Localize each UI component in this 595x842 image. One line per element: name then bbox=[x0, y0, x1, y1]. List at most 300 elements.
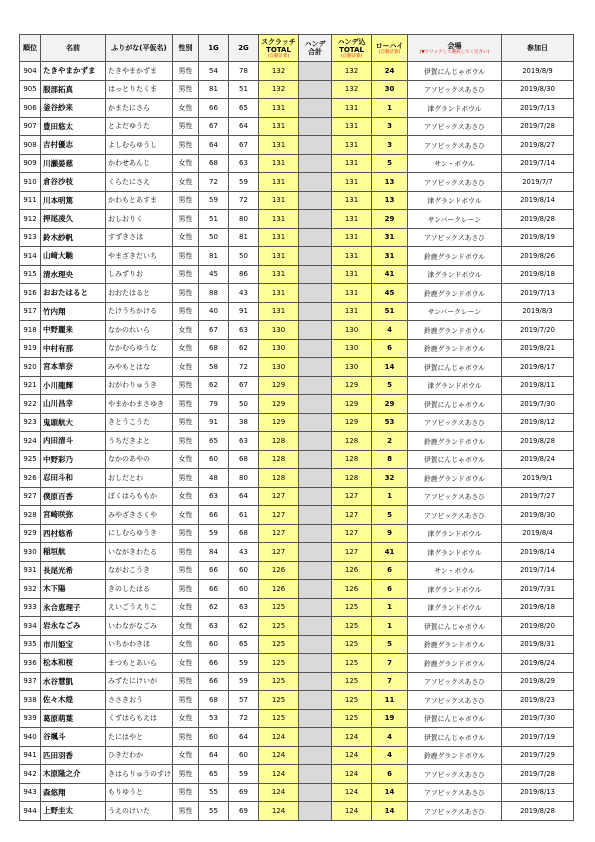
header-lowhigh-note: (自動計算) bbox=[378, 49, 401, 55]
header-venue-note: (▼クリックして選択してください) bbox=[419, 49, 490, 55]
lowhigh-cell: 13 bbox=[372, 191, 408, 210]
handicap-cell bbox=[299, 80, 332, 99]
game2-score-cell: 59 bbox=[229, 654, 259, 673]
gender-cell: 男性 bbox=[173, 247, 199, 266]
lowhigh-cell: 1 bbox=[372, 99, 408, 118]
header-rank: 順位 bbox=[20, 35, 41, 62]
table-row bbox=[20, 265, 574, 284]
venue-select-cell[interactable]: アソビックスあさひ bbox=[408, 413, 502, 432]
date-cell: 2019/8/30 bbox=[502, 506, 574, 525]
name-cell: 吉村優志 bbox=[41, 136, 106, 155]
game2-score-cell: 43 bbox=[229, 284, 259, 303]
rank-cell: 905 bbox=[20, 80, 41, 99]
scratch-total-cell: 128 bbox=[259, 450, 299, 469]
name-cell: 稲垣航 bbox=[41, 543, 106, 562]
table-row bbox=[20, 376, 574, 395]
handicap-cell bbox=[299, 728, 332, 747]
table-row bbox=[20, 691, 574, 710]
rank-cell: 915 bbox=[20, 265, 41, 284]
table-row bbox=[20, 580, 574, 599]
venue-select-cell[interactable]: 津グランドボウル bbox=[408, 524, 502, 543]
scratch-total-cell: 124 bbox=[259, 802, 299, 821]
table-row bbox=[20, 672, 574, 691]
game2-score-cell: 60 bbox=[229, 746, 259, 765]
rank-cell: 924 bbox=[20, 432, 41, 451]
header-name: 名前 bbox=[41, 35, 106, 62]
date-cell: 2019/8/31 bbox=[502, 635, 574, 654]
scratch-total-cell: 124 bbox=[259, 765, 299, 784]
venue-select-cell[interactable]: サンバークレーン bbox=[408, 302, 502, 321]
handicap-total-cell: 130 bbox=[332, 358, 372, 377]
date-cell: 2019/7/30 bbox=[502, 709, 574, 728]
venue-select-cell[interactable]: 伊賀にんじゃボウル bbox=[408, 358, 502, 377]
handicap-total-cell: 124 bbox=[332, 783, 372, 802]
game2-score-cell: 69 bbox=[229, 802, 259, 821]
scratch-total-cell: 129 bbox=[259, 395, 299, 414]
date-cell: 2019/8/20 bbox=[502, 617, 574, 636]
venue-select-cell[interactable]: アソビックスあさひ bbox=[408, 136, 502, 155]
game1-score-cell: 59 bbox=[199, 524, 229, 543]
rank-cell: 943 bbox=[20, 783, 41, 802]
name-cell: 鈴木紗帆 bbox=[41, 228, 106, 247]
handicap-total-cell: 125 bbox=[332, 635, 372, 654]
gender-cell: 男性 bbox=[173, 284, 199, 303]
name-cell: 川本明篤 bbox=[41, 191, 106, 210]
lowhigh-cell: 6 bbox=[372, 765, 408, 784]
handicap-total-cell: 132 bbox=[332, 80, 372, 99]
game1-score-cell: 67 bbox=[199, 321, 229, 340]
kana-cell: かまたにさら bbox=[106, 99, 173, 118]
table-row bbox=[20, 765, 574, 784]
game1-score-cell: 58 bbox=[199, 358, 229, 377]
handicap-cell bbox=[299, 450, 332, 469]
venue-select-cell[interactable]: 伊賀にんじゃボウル bbox=[408, 709, 502, 728]
gender-cell: 男性 bbox=[173, 376, 199, 395]
kana-cell: きはらりゅうのすけ bbox=[106, 765, 173, 784]
scratch-total-cell: 131 bbox=[259, 173, 299, 192]
venue-select-cell[interactable]: 津グランドボウル bbox=[408, 265, 502, 284]
scratch-total-cell: 124 bbox=[259, 728, 299, 747]
date-cell: 2019/8/14 bbox=[502, 191, 574, 210]
rank-cell: 920 bbox=[20, 358, 41, 377]
scratch-total-cell: 125 bbox=[259, 654, 299, 673]
name-cell: 西村悠希 bbox=[41, 524, 106, 543]
venue-select-cell[interactable]: サン・ボウル bbox=[408, 561, 502, 580]
date-cell: 2019/8/28 bbox=[502, 802, 574, 821]
header-game1: 1G bbox=[199, 35, 229, 62]
gender-cell: 男性 bbox=[173, 469, 199, 488]
handicap-cell bbox=[299, 265, 332, 284]
game2-score-cell: 60 bbox=[229, 561, 259, 580]
rank-cell: 911 bbox=[20, 191, 41, 210]
header-handicap-total bbox=[332, 35, 372, 62]
scratch-total-cell: 132 bbox=[259, 62, 299, 81]
scratch-total-cell: 128 bbox=[259, 432, 299, 451]
kana-cell: やまかわまさゆき bbox=[106, 395, 173, 414]
venue-select-cell[interactable]: アソビックスあさひ bbox=[408, 802, 502, 821]
name-cell: 川瀬晏慈 bbox=[41, 154, 106, 173]
kana-cell: おおたはると bbox=[106, 284, 173, 303]
scratch-total-cell: 131 bbox=[259, 154, 299, 173]
handicap-cell bbox=[299, 284, 332, 303]
game1-score-cell: 59 bbox=[199, 191, 229, 210]
kana-cell: たけうちかける bbox=[106, 302, 173, 321]
venue-select-cell[interactable]: 鈴鹿グランドボウル bbox=[408, 247, 502, 266]
table-row bbox=[20, 802, 574, 821]
game1-score-cell: 60 bbox=[199, 635, 229, 654]
rank-cell: 914 bbox=[20, 247, 41, 266]
handicap-total-cell: 126 bbox=[332, 580, 372, 599]
lowhigh-cell: 6 bbox=[372, 339, 408, 358]
gender-cell: 男性 bbox=[173, 265, 199, 284]
date-cell: 2019/7/19 bbox=[502, 728, 574, 747]
handicap-total-cell: 127 bbox=[332, 506, 372, 525]
name-cell: 森悠翔 bbox=[41, 783, 106, 802]
game2-score-cell: 86 bbox=[229, 265, 259, 284]
handicap-cell bbox=[299, 709, 332, 728]
rank-cell: 919 bbox=[20, 339, 41, 358]
handicap-cell bbox=[299, 247, 332, 266]
table-row bbox=[20, 173, 574, 192]
venue-select-cell[interactable]: 鈴鹿グランドボウル bbox=[408, 321, 502, 340]
handicap-cell bbox=[299, 173, 332, 192]
scratch-total-cell: 125 bbox=[259, 635, 299, 654]
handicap-total-cell: 131 bbox=[332, 284, 372, 303]
date-cell: 2019/8/4 bbox=[502, 524, 574, 543]
scratch-total-cell: 131 bbox=[259, 210, 299, 229]
venue-select-cell[interactable]: 津グランドボウル bbox=[408, 376, 502, 395]
game1-score-cell: 53 bbox=[199, 709, 229, 728]
gender-cell: 男性 bbox=[173, 413, 199, 432]
table-row bbox=[20, 395, 574, 414]
venue-select-cell[interactable]: 津グランドボウル bbox=[408, 543, 502, 562]
kana-cell: みずたにけいが bbox=[106, 672, 173, 691]
kana-cell: にしむらゆうき bbox=[106, 524, 173, 543]
date-cell: 2019/7/28 bbox=[502, 765, 574, 784]
handicap-total-cell: 131 bbox=[332, 228, 372, 247]
scratch-total-cell: 125 bbox=[259, 617, 299, 636]
lowhigh-cell: 41 bbox=[372, 543, 408, 562]
gender-cell: 男性 bbox=[173, 580, 199, 599]
handicap-total-cell: 129 bbox=[332, 395, 372, 414]
header-game2: 2G bbox=[229, 35, 259, 62]
gender-cell: 女性 bbox=[173, 228, 199, 247]
name-cell: 中村有那 bbox=[41, 339, 106, 358]
lowhigh-cell: 2 bbox=[372, 432, 408, 451]
venue-select-cell[interactable]: 鈴鹿グランドボウル bbox=[408, 746, 502, 765]
gender-cell: 男性 bbox=[173, 191, 199, 210]
scratch-total-cell: 131 bbox=[259, 247, 299, 266]
rank-cell: 912 bbox=[20, 210, 41, 229]
handicap-total-cell: 125 bbox=[332, 691, 372, 710]
lowhigh-cell: 1 bbox=[372, 617, 408, 636]
date-cell: 2019/7/14 bbox=[502, 154, 574, 173]
kana-cell: ながおこうき bbox=[106, 561, 173, 580]
scratch-total-cell: 131 bbox=[259, 284, 299, 303]
kana-cell: なかのあやの bbox=[106, 450, 173, 469]
name-cell: 岩永なごみ bbox=[41, 617, 106, 636]
game1-score-cell: 50 bbox=[199, 228, 229, 247]
game2-score-cell: 62 bbox=[229, 617, 259, 636]
lowhigh-cell: 4 bbox=[372, 321, 408, 340]
kana-cell: ぼくはらももか bbox=[106, 487, 173, 506]
venue-select-cell[interactable]: アソビックスあさひ bbox=[408, 487, 502, 506]
handicap-cell bbox=[299, 524, 332, 543]
name-cell: 宮本華奈 bbox=[41, 358, 106, 377]
venue-select-cell[interactable]: 鈴鹿グランドボウル bbox=[408, 432, 502, 451]
game1-score-cell: 65 bbox=[199, 765, 229, 784]
kana-cell: いわながなごみ bbox=[106, 617, 173, 636]
rank-cell: 909 bbox=[20, 154, 41, 173]
handicap-cell bbox=[299, 746, 332, 765]
handicap-cell bbox=[299, 765, 332, 784]
handicap-cell bbox=[299, 154, 332, 173]
handicap-total-cell: 124 bbox=[332, 746, 372, 765]
rank-cell: 939 bbox=[20, 709, 41, 728]
table-row bbox=[20, 321, 574, 340]
table-row bbox=[20, 302, 574, 321]
handicap-cell bbox=[299, 672, 332, 691]
lowhigh-cell: 6 bbox=[372, 561, 408, 580]
venue-select-cell[interactable]: 伊賀にんじゃボウル bbox=[408, 395, 502, 414]
rank-cell: 908 bbox=[20, 136, 41, 155]
venue-select-cell[interactable]: アソビックスあさひ bbox=[408, 691, 502, 710]
kana-cell: とよだゆうた bbox=[106, 117, 173, 136]
handicap-cell bbox=[299, 432, 332, 451]
table-row bbox=[20, 432, 574, 451]
game2-score-cell: 50 bbox=[229, 247, 259, 266]
gender-cell: 女性 bbox=[173, 709, 199, 728]
gender-cell: 女性 bbox=[173, 506, 199, 525]
game2-score-cell: 62 bbox=[229, 339, 259, 358]
name-cell: 匹田羽香 bbox=[41, 746, 106, 765]
scratch-total-cell: 130 bbox=[259, 321, 299, 340]
game1-score-cell: 68 bbox=[199, 691, 229, 710]
venue-select-cell[interactable]: アソビックスあさひ bbox=[408, 173, 502, 192]
game1-score-cell: 60 bbox=[199, 450, 229, 469]
lowhigh-cell: 7 bbox=[372, 672, 408, 691]
lowhigh-cell: 7 bbox=[372, 654, 408, 673]
handicap-total-cell: 130 bbox=[332, 321, 372, 340]
handicap-total-cell: 131 bbox=[332, 247, 372, 266]
venue-select-cell[interactable]: 伊賀にんじゃボウル bbox=[408, 450, 502, 469]
kana-cell: おしだとわ bbox=[106, 469, 173, 488]
handicap-cell bbox=[299, 62, 332, 81]
rank-cell: 941 bbox=[20, 746, 41, 765]
venue-select-cell[interactable]: 鈴鹿グランドボウル bbox=[408, 339, 502, 358]
venue-select-cell[interactable]: 鈴鹿グランドボウル bbox=[408, 469, 502, 488]
name-cell: 鬼頭航大 bbox=[41, 413, 106, 432]
name-cell: 倉谷沙枝 bbox=[41, 173, 106, 192]
handicap-total-cell: 131 bbox=[332, 154, 372, 173]
date-cell: 2019/8/9 bbox=[502, 62, 574, 81]
scratch-total-cell: 125 bbox=[259, 598, 299, 617]
game1-score-cell: 66 bbox=[199, 99, 229, 118]
venue-select-cell[interactable]: アソビックスあさひ bbox=[408, 80, 502, 99]
scratch-total-cell: 125 bbox=[259, 691, 299, 710]
gender-cell: 女性 bbox=[173, 598, 199, 617]
game2-score-cell: 67 bbox=[229, 136, 259, 155]
date-cell: 2019/8/28 bbox=[502, 432, 574, 451]
venue-select-cell[interactable]: 伊賀にんじゃボウル bbox=[408, 617, 502, 636]
handicap-total-cell: 124 bbox=[332, 802, 372, 821]
kana-cell: たきやまかずま bbox=[106, 62, 173, 81]
rank-cell: 923 bbox=[20, 413, 41, 432]
gender-cell: 男性 bbox=[173, 432, 199, 451]
name-cell: 服部拓真 bbox=[41, 80, 106, 99]
game2-score-cell: 64 bbox=[229, 728, 259, 747]
game2-score-cell: 72 bbox=[229, 358, 259, 377]
venue-select-cell[interactable]: サン・ボウル bbox=[408, 154, 502, 173]
game1-score-cell: 91 bbox=[199, 413, 229, 432]
gender-cell: 男性 bbox=[173, 136, 199, 155]
handicap-total-cell: 131 bbox=[332, 117, 372, 136]
handicap-cell bbox=[299, 469, 332, 488]
game1-score-cell: 63 bbox=[199, 617, 229, 636]
handicap-total-cell: 128 bbox=[332, 432, 372, 451]
venue-select-cell[interactable]: 津グランドボウル bbox=[408, 580, 502, 599]
handicap-cell bbox=[299, 117, 332, 136]
kana-cell: くずはらもえは bbox=[106, 709, 173, 728]
handicap-cell bbox=[299, 191, 332, 210]
venue-select-cell[interactable]: 津グランドボウル bbox=[408, 598, 502, 617]
game2-score-cell: 61 bbox=[229, 506, 259, 525]
game2-score-cell: 59 bbox=[229, 173, 259, 192]
handicap-cell bbox=[299, 561, 332, 580]
game2-score-cell: 72 bbox=[229, 191, 259, 210]
venue-select-cell[interactable]: アソビックスあさひ bbox=[408, 765, 502, 784]
date-cell: 2019/8/13 bbox=[502, 783, 574, 802]
handicap-cell bbox=[299, 802, 332, 821]
game2-score-cell: 81 bbox=[229, 228, 259, 247]
handicap-cell bbox=[299, 302, 332, 321]
kana-cell: ささきおう bbox=[106, 691, 173, 710]
date-cell: 2019/8/11 bbox=[502, 376, 574, 395]
handicap-total-cell: 131 bbox=[332, 191, 372, 210]
handicap-cell bbox=[299, 506, 332, 525]
kana-cell: いながきわたる bbox=[106, 543, 173, 562]
lowhigh-cell: 11 bbox=[372, 691, 408, 710]
scratch-total-cell: 131 bbox=[259, 136, 299, 155]
date-cell: 2019/8/18 bbox=[502, 265, 574, 284]
name-cell: 木下陽 bbox=[41, 580, 106, 599]
header-handicap-total-note: (自動計算) bbox=[340, 53, 363, 59]
rank-cell: 917 bbox=[20, 302, 41, 321]
venue-select-cell[interactable]: アソビックスあさひ bbox=[408, 228, 502, 247]
name-cell: 佐々木煌 bbox=[41, 691, 106, 710]
gender-cell: 男性 bbox=[173, 543, 199, 562]
venue-select-cell[interactable]: 津グランドボウル bbox=[408, 191, 502, 210]
game2-score-cell: 59 bbox=[229, 765, 259, 784]
gender-cell: 男性 bbox=[173, 691, 199, 710]
name-cell: 山川昌幸 bbox=[41, 395, 106, 414]
date-cell: 2019/7/20 bbox=[502, 321, 574, 340]
rank-cell: 932 bbox=[20, 580, 41, 599]
gender-cell: 女性 bbox=[173, 358, 199, 377]
name-cell: 山﨑大馳 bbox=[41, 247, 106, 266]
date-cell: 2019/7/13 bbox=[502, 99, 574, 118]
game1-score-cell: 81 bbox=[199, 247, 229, 266]
game1-score-cell: 66 bbox=[199, 654, 229, 673]
gender-cell: 男性 bbox=[173, 802, 199, 821]
game1-score-cell: 55 bbox=[199, 802, 229, 821]
kana-cell: まつもとあいら bbox=[106, 654, 173, 673]
handicap-total-cell: 127 bbox=[332, 524, 372, 543]
name-cell: 豊田悠太 bbox=[41, 117, 106, 136]
venue-select-cell[interactable]: アソビックスあさひ bbox=[408, 672, 502, 691]
kana-cell: うえのけいた bbox=[106, 802, 173, 821]
header-scratch-label: スクラッチ bbox=[261, 37, 296, 46]
lowhigh-cell: 19 bbox=[372, 709, 408, 728]
gender-cell: 男性 bbox=[173, 62, 199, 81]
venue-select-cell[interactable]: 鈴鹿グランドボウル bbox=[408, 635, 502, 654]
venue-select-cell[interactable]: 伊賀にんじゃボウル bbox=[408, 62, 502, 81]
gender-cell: 男性 bbox=[173, 80, 199, 99]
header-venue-label: 会場 bbox=[447, 41, 462, 50]
rank-cell: 942 bbox=[20, 765, 41, 784]
venue-select-cell[interactable]: アソビックスあさひ bbox=[408, 117, 502, 136]
name-cell: 宮崎咲弥 bbox=[41, 506, 106, 525]
handicap-cell bbox=[299, 321, 332, 340]
rank-cell: 936 bbox=[20, 654, 41, 673]
date-cell: 2019/7/29 bbox=[502, 746, 574, 765]
rank-cell: 944 bbox=[20, 802, 41, 821]
rank-cell: 904 bbox=[20, 62, 41, 81]
venue-select-cell[interactable]: 津グランドボウル bbox=[408, 99, 502, 118]
lowhigh-cell: 31 bbox=[372, 228, 408, 247]
game2-score-cell: 63 bbox=[229, 321, 259, 340]
lowhigh-cell: 32 bbox=[372, 469, 408, 488]
scratch-total-cell: 128 bbox=[259, 469, 299, 488]
game2-score-cell: 78 bbox=[229, 62, 259, 81]
handicap-total-cell: 125 bbox=[332, 617, 372, 636]
kana-cell: かわもとあすま bbox=[106, 191, 173, 210]
venue-select-cell[interactable]: 伊賀にんじゃボウル bbox=[408, 728, 502, 747]
name-cell: 釜谷紗来 bbox=[41, 99, 106, 118]
scratch-total-cell: 127 bbox=[259, 543, 299, 562]
game2-score-cell: 68 bbox=[229, 450, 259, 469]
game1-score-cell: 55 bbox=[199, 783, 229, 802]
venue-select-cell[interactable]: アソビックスあさひ bbox=[408, 783, 502, 802]
table-row bbox=[20, 709, 574, 728]
table-row bbox=[20, 80, 574, 99]
handicap-total-cell: 131 bbox=[332, 136, 372, 155]
game2-score-cell: 65 bbox=[229, 635, 259, 654]
venue-select-cell[interactable]: サンバークレーン bbox=[408, 210, 502, 229]
handicap-total-cell: 128 bbox=[332, 469, 372, 488]
game2-score-cell: 64 bbox=[229, 117, 259, 136]
game1-score-cell: 88 bbox=[199, 284, 229, 303]
venue-select-cell[interactable]: 鈴鹿グランドボウル bbox=[408, 284, 502, 303]
game2-score-cell: 67 bbox=[229, 376, 259, 395]
name-cell: 上野圭太 bbox=[41, 802, 106, 821]
lowhigh-cell: 45 bbox=[372, 284, 408, 303]
gender-cell: 男性 bbox=[173, 524, 199, 543]
game2-score-cell: 68 bbox=[229, 524, 259, 543]
header-scratch-total-label: TOTAL bbox=[266, 45, 291, 54]
header-scratch-note: (自動計算) bbox=[267, 53, 290, 59]
kana-cell: みやざきさくや bbox=[106, 506, 173, 525]
game2-score-cell: 63 bbox=[229, 154, 259, 173]
venue-select-cell[interactable]: 鈴鹿グランドボウル bbox=[408, 654, 502, 673]
scratch-total-cell: 126 bbox=[259, 580, 299, 599]
handicap-total-cell: 131 bbox=[332, 173, 372, 192]
table-row bbox=[20, 136, 574, 155]
venue-select-cell[interactable]: アソビックスあさひ bbox=[408, 506, 502, 525]
kana-cell: おがわりゅうき bbox=[106, 376, 173, 395]
date-cell: 2019/8/24 bbox=[502, 654, 574, 673]
name-cell: 水谷慧凱 bbox=[41, 672, 106, 691]
